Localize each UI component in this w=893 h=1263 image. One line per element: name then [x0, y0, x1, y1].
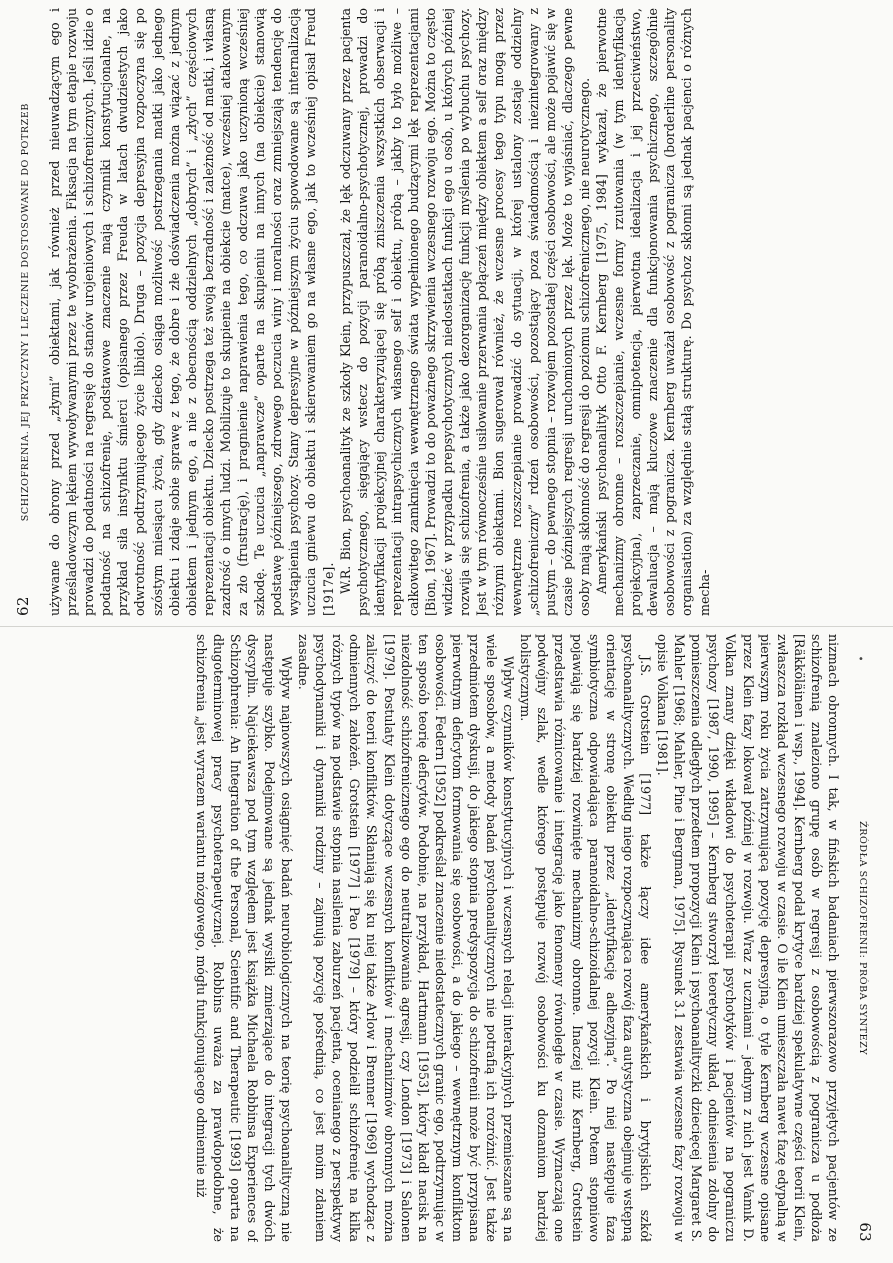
left-page-header: [14, 8, 30, 616]
left-page-body: [46, 8, 713, 616]
scan-speck: •: [858, 654, 864, 665]
left-page-rotated: [14, 8, 874, 616]
running-head: ŹRÓDŁA SCHIZOFRENII: PRÓBA SYNTEZY: [857, 821, 868, 1056]
paragraph: Wpływ najnowszych osiągnięć badań neurobiologicznych na teorię psychoanalityczną nie następuje szybko. Podejmowane są jednak wysiłki zmierzające do integracji tych dwóch dyscyplin. Najciekawsza pod tym względem jest książka Michaela Robbinsa Experiences of Schizophrenia: An Integration of the Personal, Scientific and Therapeutic [1993] oparta na długoterminowej pracy psychoterapeutycznej. Robbins uważa za prawdopodobne, że schizofrenia „jest wyrazem wariantu mózgowego, mógłu funkcjonującego odmiennie niż: [193, 634, 294, 1242]
paragraph: nizmach obronnych. I tak, w fińskich badaniach pierwszorazowo przyjętych pacjentów ze schizofrenią znaleziono grupę osób w regresji z osobowością z pogranicza u podłoża [Räkköläinen i wsp., 1994]. Kernberg podał krytyce bardziej spekulatywne części teorii Klein, zwłaszcza rozkład wczesnego rozwoju w czasie. O ile Klein umieszczała nawet fazę edypalną w pierwszym roku życia zatrzymującą pozycję depresyjną, o tyle Kernberg wczesne opisane przez Klein fazy lokował później w rozwoju. Wraz z uczniami – jednym z nich jest Vamık D. Volkan znany dzięki wkładowi do psychoterapii psychotyków i pacjentów na pograniczu psychozy [1987, 1990, 1995] – Kernberg stworzył teoretyczny układ, odniesienia zdolny do pomieszczenia odległych przedtem propozycji Klein i psychoanalityczki dziecięcej Margaret S. Mahler [1968; Mahler, Pine i Bergman, 1975]. Rysunek 3.1 zestawia wczesne fazy rozwoju w opisie Volkana [1981].: [655, 634, 841, 1242]
right-page-body: [192, 634, 842, 1242]
page-fold-line: [0, 626, 893, 627]
paragraph: J.S. Grotstein [1977] także łączy idee amerykańskich i brytyjskich szkół psychoanalitycznych. Według niego rozpoczynająca rozwój faza autystyczna obejmuje wstępną orientację w stronę obiektu przez „identyfikację adhezyjną”. Po niej następuje faza symbiotyczna odpowiadająca paranoidalno-schizoidalnej pozycji Klein. Potem stopniowo pojawiają się bardziej rozwinięte mechanizmy obronne. Inaczej niż Kernberg, Grotstein przedstawia różnicowanie i integrację jako fenomeny równoległe w czasie. Wyznaczają one podwójny szlak, wedle którego postępuje rozwój osobowości ku doznaniom bardziej holistycznym.: [518, 634, 653, 1242]
page-number: 63: [856, 1222, 874, 1242]
paragraph: używane do obrony przed „złymi” obiektami, jak również przed nieuwadzącym ego i prześladowczym lękiem wywoływanymi przez te wyobrażenia. Fiksacja na tym etapie rozwoju prowadzi do podatności na regresję do stanów urojeniowych i schizofrenicznych. Jeśli idzie o podatność na schizofrenię, podstawowe znaczenie mają czynniki konstytucjonalne, na przykład siła instynktu śmierci (opisanego przez Freuda w latach dwudziestych jako odwrotność podtrzymującego życie libido). Druga – pozycja depresyjna rozpoczyna się po szóstym miesiącu życia, gdy dziecko osiąga możliwość postrzegania matki jako jednego obiektu i zdaje sobie sprawę z tego, że dobre i złe doświadczenia można wiązać z jednym obiektem i jednym ego, a nie z obecnością oddzielnych „dobrych” i „złych” częściowych reprezentacji obiektu. Dziecko postrzega też swoją bezradność i zależność od matki, i własną zazdrość o innych ludzi. Mobilizuje to skupienie na obiekcie (matce), wcześniej atakowanym za zło (frustrację), i pragnienie naprawienia tego, co odczuwa jako uczynioną wcześniej szkodę. Te uczucia „naprawcze” oparte na skupieniu na innych (na obiekcie) stanowią podstawę późniejszego, zdrowego poczucia winy i moralności oraz zmniejszają tendencję do wystąpienia psychozy. Stany depresyjne w późniejszym życiu spowodowane są internalizacją uczucia gniewu do obiektu i skierowaniem go na własne ego, jak to wcześniej opisał Freud [1917e].: [47, 8, 336, 616]
paragraph: W.R. Bion, psychoanalityk ze szkoły Klein, przypuszczał, że lęk odczuwany przez pacjenta psychotycznego, sięgający wstecz do pozycji paranoidalno-psychotycznej, prowadzi do identyfikacji projekcyjnej charakteryzującej się próbą zniszczenia wszystkich obserwacji i reprezentacji intrapsychicznych własnego self i obiektu, próbą – jakby to było możliwe – całkowitego zamknięcia wewnętrznego świata wypełnionego budzącymi lęk reprezentacjami [Bion, 1967]. Prowadzi to do poważnego skrzywienia wczesnego rozwoju ego. Można to często widzieć w przypadku prepsychotycznych niedostatkach funkcji ego u osób, u których później rozwija się schizofrenia, a także jako dezorganizację funkcji myślenia po wybuchu psychozy. Jest w tym równocześnie usiłowanie przerwania połączeń między obiektem a self oraz między różnymi obiektami. Bion sugerował również, że wczesne procesy tego typu mogą przez wewnętrzne rozszczepianie prowadzić do sytuacji, w której ustalony zostaje oddzielny „schizofreniczny” rdzeń osobowości, pozostający poza świadomością i niezintegrowany z pustym – do pewnego stopnia – rozwojem pozostałej części osobowości, ale może pojawić się w czasie późniejszych regresji uruchomionych przez lęk. Może to wyjaśniać, dlaczego pewne osoby mają skłonność do regresji do poziomu schizofrenicznego, nie neurotycznego.: [337, 8, 592, 616]
running-head: SCHIZOFRENIA. JEJ PRZYCZYNY I LECZENIE DOSTOSOWANE DO POTRZEB: [20, 103, 31, 522]
right-page-header: [858, 634, 874, 1242]
left-page: [14, 8, 874, 616]
right-page-rotated: [14, 634, 874, 1242]
page-number: 62: [14, 596, 32, 616]
right-page: [14, 634, 874, 1242]
paragraph: Wpływ czynników konstytucyjnych i wczesnych relacji interakcyjnych przemieszane są na wiele sposobów, a metody badań psychoanalitycznych nie potrafią ich rozróżnić. Jest także przedmiotem dyskusji, do jakiego stopnia predyspozycja do schizofrenii może być przypisana pierwotnym deficytom formowania się osobowości, a do jakiego – wewnętrznym konfliktom osobowości. Federn [1952] podkreślał znaczenie niedostatecznych granic ego, podtrzymując w ten sposób teorię deficytów. Podobnie, na przykład, Hartmann [1953], który kładł nacisk na niezdolność schizofrenicznego ego do neutralizowania agresji, czy London [1973] i Salonen [1979]. Postulaty Klein dotyczące wczesnych konfliktów i mechanizmów obronnych można zaliczyć do teorii konfliktów. Skłaniają się ku niej także Arlow i Brenner [1969] wychodząc z odmiennych założeń. Grotstein [1977] i Pao [1979] – który podzielił schizofrenię na kilka różnych typów na podstawie stopnia nasilenia zaburzeń pacjenta, ocenianego z perspektywy psychodynamiki i dynamiki rodziny – zajmują pozycję pośrednią, co jest moim zdaniem zasadne.: [296, 634, 517, 1242]
paragraph: Amerykański psychoanalityk Otto F. Kernberg [1975, 1984] wykazał, że pierwotne mechanizmy obronne – rozszczepianie, wczesne formy rzutowania (w tym identyfikacja projekcyjna), zaprzeczanie, omnipotencja, pierwotna idealizacja i jej przeciwieństwo, dewaluacja – mają kluczowe znaczenie dla funkcjonowania psychicznego, szczególnie osobowości z pogranicza. Kernberg uważał osobowość z pogranicza (borderline personality organisation) za względnie stałą strukturę. Do psychoz skłonni są jednak pacjenci o różnych mecha-: [594, 8, 712, 616]
